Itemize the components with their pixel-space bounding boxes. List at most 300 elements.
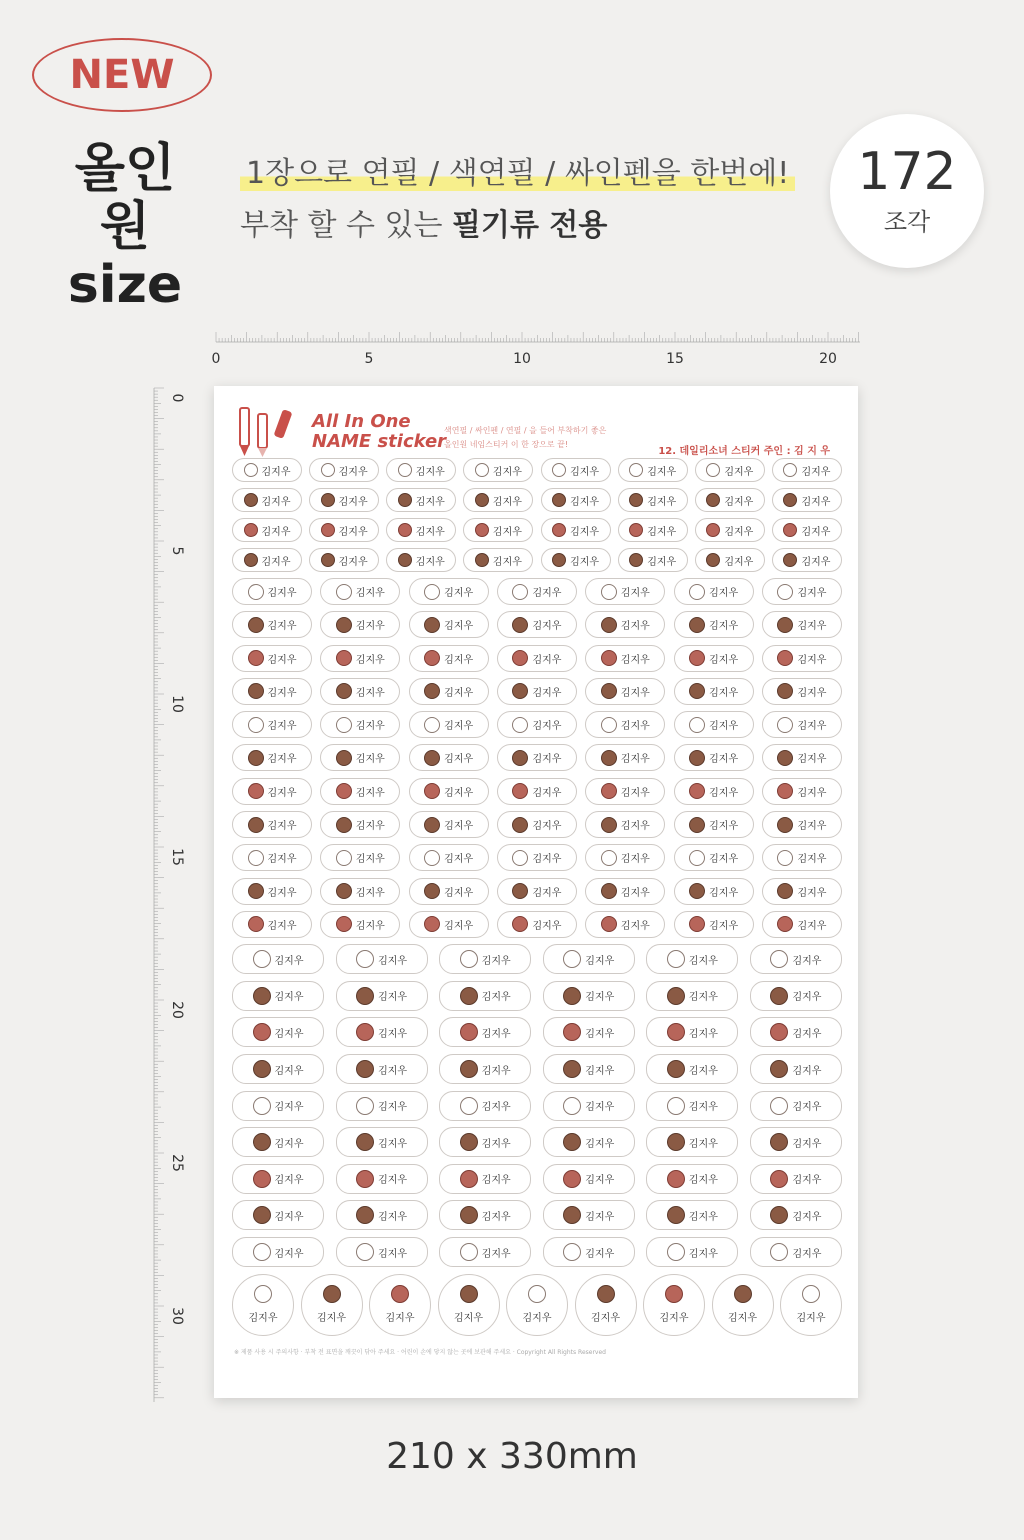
sticker-name-text: 김지우 — [792, 1065, 822, 1077]
girl-face-icon — [601, 650, 617, 666]
sticker-row — [232, 744, 842, 771]
name-sticker — [320, 645, 400, 672]
sticker-name-text: 김지우 — [688, 955, 718, 967]
sheet-logo-text — [312, 412, 446, 452]
sticker-name-text: 김지우 — [724, 466, 754, 478]
sticker-row — [232, 645, 842, 672]
girl-face-icon — [629, 523, 643, 537]
name-sticker — [232, 944, 324, 974]
girl-face-icon — [254, 1285, 272, 1303]
sticker-name-text: 김지우 — [532, 854, 562, 866]
name-sticker — [439, 1091, 531, 1121]
girl-face-icon — [665, 1285, 683, 1303]
name-sticker — [497, 744, 577, 771]
circle-name-sticker — [438, 1274, 500, 1336]
girl-face-icon — [248, 717, 264, 733]
sticker-name-text: 김지우 — [378, 1211, 408, 1223]
girl-face-icon — [783, 523, 797, 537]
sticker-name-text: 김지우 — [481, 1138, 511, 1150]
girl-face-icon — [601, 617, 617, 633]
name-sticker — [618, 518, 688, 542]
name-sticker — [618, 488, 688, 512]
description-plain: 부착 할 수 있는 — [240, 208, 453, 243]
sticker-row — [232, 1091, 842, 1121]
girl-face-icon — [460, 1023, 478, 1041]
name-sticker — [541, 458, 611, 482]
girl-face-icon — [512, 717, 528, 733]
ruler-v-label: 0 — [169, 393, 185, 403]
sticker-name-text: 김지우 — [647, 556, 677, 568]
name-sticker — [309, 458, 379, 482]
sticker-name-text: 김지우 — [267, 621, 297, 633]
name-sticker — [674, 778, 754, 805]
sticker-grid — [232, 458, 842, 1336]
description-bold: 필기류 전용 — [452, 208, 608, 243]
girl-face-icon — [336, 584, 352, 600]
sticker-name-text: 김지우 — [620, 754, 650, 766]
sticker-name-text: 김지우 — [620, 821, 650, 833]
girl-face-icon — [512, 683, 528, 699]
name-sticker — [695, 458, 765, 482]
name-sticker — [232, 878, 312, 905]
name-sticker — [409, 711, 489, 738]
name-sticker — [541, 488, 611, 512]
circle-name-sticker — [369, 1274, 431, 1336]
size-caption: 210 x 330mm — [386, 1436, 638, 1477]
girl-face-icon — [601, 783, 617, 799]
circle-name-sticker — [780, 1274, 842, 1336]
sticker-name-text: 김지우 — [591, 1313, 620, 1325]
girl-face-icon — [689, 717, 705, 733]
circle-name-sticker — [712, 1274, 774, 1336]
girl-face-icon — [601, 817, 617, 833]
sticker-name-text: 김지우 — [724, 496, 754, 508]
girl-face-icon — [667, 1170, 685, 1188]
sticker-name-text: 김지우 — [647, 496, 677, 508]
sheet-logo-line-2: NAME sticker — [312, 431, 447, 452]
sticker-name-text: 김지우 — [444, 654, 474, 666]
girl-face-icon — [321, 523, 335, 537]
girl-face-icon — [424, 617, 440, 633]
girl-face-icon — [783, 553, 797, 567]
sticker-name-text: 김지우 — [267, 854, 297, 866]
sticker-name-text: 김지우 — [532, 887, 562, 899]
sticker-row — [232, 1127, 842, 1157]
sheet-logo-line-1: All In One — [312, 411, 411, 432]
girl-face-icon — [424, 817, 440, 833]
sticker-name-text: 김지우 — [274, 1248, 304, 1260]
girl-face-icon — [253, 1133, 271, 1151]
name-sticker — [674, 578, 754, 605]
sticker-name-text: 김지우 — [728, 1313, 757, 1325]
girl-face-icon — [528, 1285, 546, 1303]
sheet-owner-label: 12. 데일리소녀 스티커 주인 : 김 지 우 — [658, 446, 830, 457]
girl-face-icon — [244, 463, 258, 477]
girl-face-icon — [244, 523, 258, 537]
girl-face-icon — [777, 817, 793, 833]
girl-face-icon — [770, 1023, 788, 1041]
girl-face-icon — [244, 553, 258, 567]
sticker-name-text: 김지우 — [585, 1138, 615, 1150]
girl-face-icon — [777, 617, 793, 633]
girl-face-icon — [356, 1243, 374, 1261]
name-sticker — [543, 1017, 635, 1047]
name-sticker — [463, 518, 533, 542]
name-sticker — [232, 711, 312, 738]
girl-face-icon — [248, 850, 264, 866]
girl-face-icon — [552, 553, 566, 567]
sticker-name-text: 김지우 — [532, 821, 562, 833]
name-sticker — [674, 811, 754, 838]
girl-face-icon — [512, 783, 528, 799]
name-sticker — [497, 811, 577, 838]
sticker-name-text: 김지우 — [444, 687, 474, 699]
sticker-name-text: 김지우 — [261, 556, 291, 568]
name-sticker — [585, 778, 665, 805]
sticker-name-text: 김지우 — [585, 1211, 615, 1223]
name-sticker — [232, 548, 302, 572]
sticker-name-text: 김지우 — [797, 588, 827, 599]
girl-face-icon — [475, 523, 489, 537]
girl-face-icon — [253, 1206, 271, 1224]
name-sticker — [320, 878, 400, 905]
girl-face-icon — [777, 850, 793, 866]
girl-face-icon — [689, 916, 705, 932]
girl-face-icon — [356, 987, 374, 1005]
name-sticker — [497, 645, 577, 672]
name-sticker — [646, 1091, 738, 1121]
circle-name-sticker — [575, 1274, 637, 1336]
ruler-v-label: 15 — [169, 848, 185, 866]
girl-face-icon — [689, 750, 705, 766]
sticker-name-text: 김지우 — [481, 1028, 511, 1040]
girl-face-icon — [356, 1206, 374, 1224]
name-sticker — [750, 1164, 842, 1194]
name-sticker — [320, 678, 400, 705]
name-sticker — [320, 778, 400, 805]
sticker-name-text: 김지우 — [355, 854, 385, 866]
name-sticker — [674, 844, 754, 871]
product-title — [50, 140, 200, 314]
sticker-name-text: 김지우 — [355, 920, 385, 932]
sheet-note-line-1: 색연필 / 싸인펜 / 연필 / 을 들어 부착하기 좋은 — [444, 426, 607, 435]
name-sticker — [750, 1237, 842, 1267]
name-sticker — [409, 911, 489, 938]
sticker-row — [232, 778, 842, 805]
sticker-row — [232, 1164, 842, 1194]
girl-face-icon — [512, 584, 528, 600]
sticker-name-text: 김지우 — [709, 588, 739, 599]
girl-face-icon — [601, 683, 617, 699]
sticker-name-text: 김지우 — [338, 556, 368, 568]
name-sticker — [646, 1127, 738, 1157]
girl-face-icon — [253, 950, 271, 968]
sticker-name-text: 김지우 — [355, 887, 385, 899]
girl-face-icon — [601, 750, 617, 766]
girl-face-icon — [689, 850, 705, 866]
sticker-name-text: 김지우 — [620, 787, 650, 799]
name-sticker — [336, 944, 428, 974]
sticker-name-text: 김지우 — [801, 556, 831, 568]
name-sticker — [336, 1200, 428, 1230]
name-sticker — [409, 744, 489, 771]
girl-face-icon — [770, 1206, 788, 1224]
name-sticker — [646, 1164, 738, 1194]
sticker-name-text: 김지우 — [709, 754, 739, 766]
sticker-name-text: 김지우 — [585, 992, 615, 1004]
girl-face-icon — [512, 617, 528, 633]
sticker-name-text: 김지우 — [378, 955, 408, 967]
description-highlight: 1장으로 연필 / 색연필 / 싸인펜을 한번에! — [240, 156, 795, 191]
name-sticker — [439, 1017, 531, 1047]
name-sticker — [232, 981, 324, 1011]
name-sticker — [762, 645, 842, 672]
girl-face-icon — [248, 650, 264, 666]
sticker-name-text: 김지우 — [415, 496, 445, 508]
girl-face-icon — [777, 916, 793, 932]
girl-face-icon — [336, 650, 352, 666]
circle-name-sticker — [301, 1274, 363, 1336]
sticker-name-text: 김지우 — [792, 1138, 822, 1150]
sticker-name-text: 김지우 — [274, 1211, 304, 1223]
girl-face-icon — [460, 1060, 478, 1078]
sticker-name-text: 김지우 — [797, 920, 827, 932]
girl-face-icon — [248, 617, 264, 633]
sticker-row — [232, 1054, 842, 1084]
sticker-sheet — [214, 386, 858, 1398]
name-sticker — [386, 488, 456, 512]
girl-face-icon — [563, 950, 581, 968]
girl-face-icon — [253, 987, 271, 1005]
girl-face-icon — [629, 493, 643, 507]
sticker-name-text: 김지우 — [355, 821, 385, 833]
name-sticker — [336, 1091, 428, 1121]
sticker-name-text: 김지우 — [585, 1175, 615, 1187]
sticker-name-text: 김지우 — [355, 654, 385, 666]
girl-face-icon — [777, 683, 793, 699]
sticker-name-text: 김지우 — [688, 1102, 718, 1114]
girl-face-icon — [424, 883, 440, 899]
sticker-name-text: 김지우 — [532, 721, 562, 733]
name-sticker — [497, 844, 577, 871]
girl-face-icon — [253, 1243, 271, 1261]
girl-face-icon — [689, 650, 705, 666]
name-sticker — [618, 548, 688, 572]
girl-face-icon — [552, 493, 566, 507]
sticker-name-text: 김지우 — [659, 1313, 689, 1325]
girl-face-icon — [248, 916, 264, 932]
sticker-name-text: 김지우 — [378, 1138, 408, 1150]
sticker-name-text: 김지우 — [444, 787, 474, 799]
sticker-name-text: 김지우 — [532, 687, 562, 699]
name-sticker — [232, 458, 302, 482]
sticker-row — [232, 488, 842, 512]
sticker-name-text: 김지우 — [801, 526, 831, 538]
girl-face-icon — [777, 650, 793, 666]
girl-face-icon — [689, 817, 705, 833]
girl-face-icon — [336, 617, 352, 633]
name-sticker — [232, 488, 302, 512]
girl-face-icon — [667, 1097, 685, 1115]
sticker-name-text: 김지우 — [709, 721, 739, 733]
name-sticker — [762, 878, 842, 905]
girl-face-icon — [336, 850, 352, 866]
girl-face-icon — [424, 750, 440, 766]
name-sticker — [409, 578, 489, 605]
girl-face-icon — [770, 950, 788, 968]
sticker-name-text: 김지우 — [792, 1175, 822, 1187]
girl-face-icon — [783, 463, 797, 477]
sticker-name-text: 김지우 — [492, 556, 522, 568]
name-sticker — [320, 744, 400, 771]
name-sticker — [646, 1200, 738, 1230]
girl-face-icon — [629, 553, 643, 567]
ruler-h-label: 20 — [819, 351, 837, 367]
sticker-name-text: 김지우 — [378, 1248, 408, 1260]
sticker-name-text: 김지우 — [267, 754, 297, 766]
sticker-name-text: 김지우 — [688, 992, 718, 1004]
name-sticker — [320, 578, 400, 605]
name-sticker — [585, 911, 665, 938]
name-sticker — [320, 711, 400, 738]
girl-face-icon — [563, 987, 581, 1005]
sticker-name-text: 김지우 — [570, 526, 600, 538]
name-sticker — [543, 1054, 635, 1084]
circle-name-sticker — [506, 1274, 568, 1336]
sticker-name-text: 김지우 — [355, 588, 385, 599]
name-sticker — [386, 518, 456, 542]
sticker-name-text: 김지우 — [797, 654, 827, 666]
sticker-name-text: 김지우 — [801, 496, 831, 508]
name-sticker — [232, 611, 312, 638]
sticker-name-text: 김지우 — [724, 556, 754, 568]
girl-face-icon — [706, 463, 720, 477]
sticker-name-text: 김지우 — [792, 1028, 822, 1040]
title-line-1: 올인원 — [74, 139, 176, 257]
sheet-note-line-2: 올인원 네임스티커 이 한 장으로 끝! — [444, 440, 569, 449]
girl-face-icon — [667, 950, 685, 968]
name-sticker — [232, 811, 312, 838]
name-sticker — [386, 458, 456, 482]
circle-name-sticker — [232, 1274, 294, 1336]
sticker-name-text: 김지우 — [378, 1065, 408, 1077]
sticker-row — [232, 911, 842, 938]
name-sticker — [618, 458, 688, 482]
girl-face-icon — [248, 683, 264, 699]
sticker-name-text: 김지우 — [274, 1102, 304, 1114]
sticker-name-text: 김지우 — [620, 621, 650, 633]
sticker-name-text: 김지우 — [274, 992, 304, 1004]
girl-face-icon — [398, 523, 412, 537]
girl-face-icon — [597, 1285, 615, 1303]
sticker-name-text: 김지우 — [647, 526, 677, 538]
sticker-row — [232, 1200, 842, 1230]
name-sticker — [762, 744, 842, 771]
girl-face-icon — [248, 750, 264, 766]
name-sticker — [695, 488, 765, 512]
girl-face-icon — [629, 463, 643, 477]
sticker-name-text: 김지우 — [792, 1102, 822, 1114]
girl-face-icon — [706, 523, 720, 537]
name-sticker — [386, 548, 456, 572]
name-sticker — [646, 1054, 738, 1084]
sticker-name-text: 김지우 — [688, 1028, 718, 1040]
name-sticker — [320, 811, 400, 838]
name-sticker — [762, 811, 842, 838]
name-sticker — [674, 744, 754, 771]
girl-face-icon — [321, 553, 335, 567]
girl-face-icon — [563, 1206, 581, 1224]
girl-face-icon — [770, 1133, 788, 1151]
name-sticker — [772, 488, 842, 512]
girl-face-icon — [336, 750, 352, 766]
girl-face-icon — [356, 1133, 374, 1151]
name-sticker — [336, 981, 428, 1011]
sticker-name-text: 김지우 — [709, 821, 739, 833]
sticker-name-text: 김지우 — [620, 887, 650, 899]
ruler-v-label: 20 — [169, 1001, 185, 1019]
sticker-name-text: 김지우 — [620, 920, 650, 932]
ruler-h-label: 5 — [364, 351, 374, 367]
sticker-name-text: 김지우 — [267, 687, 297, 699]
sticker-name-text: 김지우 — [570, 496, 600, 508]
girl-face-icon — [321, 463, 335, 477]
sticker-name-text: 김지우 — [709, 621, 739, 633]
sticker-name-text: 김지우 — [481, 1248, 511, 1260]
ruler-h-label: 0 — [211, 351, 221, 367]
name-sticker — [585, 611, 665, 638]
girl-face-icon — [248, 817, 264, 833]
girl-face-icon — [770, 987, 788, 1005]
sticker-name-text: 김지우 — [792, 1248, 822, 1260]
girl-face-icon — [689, 783, 705, 799]
sticker-name-text: 김지우 — [709, 920, 739, 932]
name-sticker — [772, 458, 842, 482]
girl-face-icon — [356, 1023, 374, 1041]
sticker-name-text: 김지우 — [415, 556, 445, 568]
name-sticker — [674, 878, 754, 905]
name-sticker — [646, 981, 738, 1011]
girl-face-icon — [563, 1243, 581, 1261]
sticker-name-text: 김지우 — [709, 787, 739, 799]
sticker-name-text: 김지우 — [267, 654, 297, 666]
name-sticker — [497, 878, 577, 905]
sticker-row — [232, 578, 842, 605]
sticker-name-text: 김지우 — [492, 526, 522, 538]
sticker-name-text: 김지우 — [248, 1313, 278, 1325]
name-sticker — [336, 1017, 428, 1047]
sticker-row — [232, 944, 842, 974]
sticker-row — [232, 678, 842, 705]
girl-face-icon — [563, 1023, 581, 1041]
girl-face-icon — [460, 1206, 478, 1224]
sticker-name-text: 김지우 — [415, 526, 445, 538]
circle-sticker-row — [232, 1274, 842, 1336]
name-sticker — [232, 1054, 324, 1084]
ruler-v-label: 25 — [169, 1154, 185, 1172]
girl-face-icon — [424, 717, 440, 733]
name-sticker — [674, 911, 754, 938]
sticker-name-text: 김지우 — [620, 721, 650, 733]
girl-face-icon — [563, 1060, 581, 1078]
sticker-name-text: 김지우 — [415, 466, 445, 478]
girl-face-icon — [336, 717, 352, 733]
sticker-name-text: 김지우 — [355, 787, 385, 799]
sticker-name-text: 김지우 — [454, 1313, 483, 1325]
girl-face-icon — [667, 1133, 685, 1151]
name-sticker — [439, 1054, 531, 1084]
name-sticker — [543, 1200, 635, 1230]
